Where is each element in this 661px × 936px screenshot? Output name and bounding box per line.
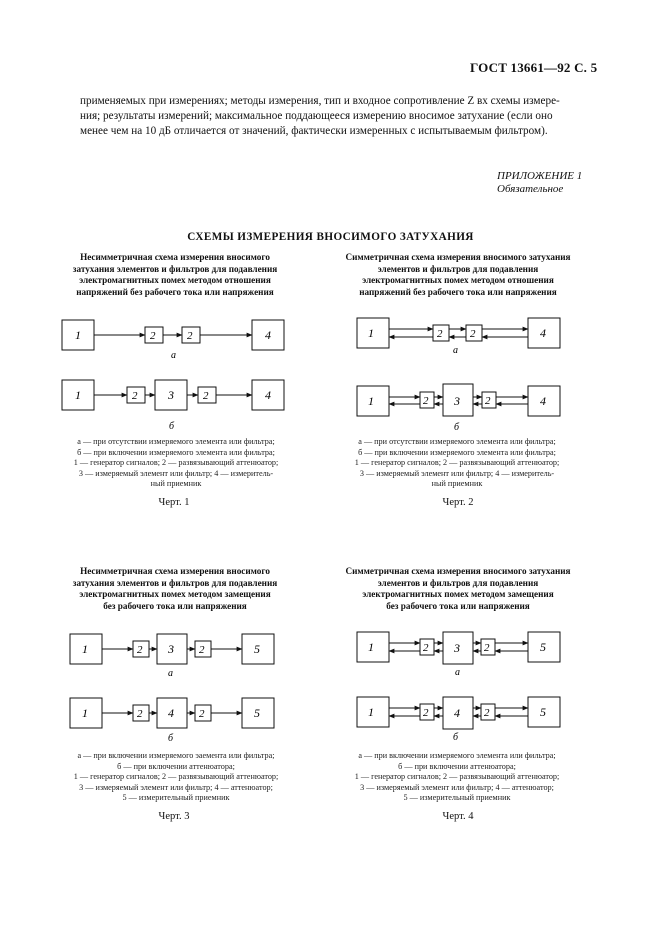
block-label: 2 bbox=[187, 330, 193, 342]
title-line: элементов и фильтров для подавления bbox=[377, 263, 539, 274]
legend-line: 3 — измеряемый элемент или фильтр; 4 — измеритель- bbox=[359, 468, 555, 478]
paragraph-line: применяемых при измерениях; методы измерения, тип и входное сопротивление Z вх схемы измере- bbox=[80, 95, 560, 107]
block-label: 2 bbox=[423, 642, 429, 654]
block-label: 5 bbox=[540, 705, 546, 719]
block-label: 1 bbox=[368, 394, 374, 408]
title-line: электромагнитных помех методом замещения bbox=[79, 589, 271, 599]
paragraph-line: менее чем на 10 дБ отличается от значений, фактически измеренных с испытываемым фильтром). bbox=[80, 125, 548, 137]
block-label: 2 bbox=[437, 328, 443, 340]
block-label: 4 bbox=[540, 394, 546, 408]
title-line: затухания элементов и фильтров для подавления bbox=[72, 577, 278, 588]
block-label: 1 bbox=[82, 706, 88, 720]
diagram-label: а bbox=[455, 667, 460, 678]
legend-line: 3 — измеряемый элемент или фильтр; 4 — измеритель- bbox=[78, 468, 274, 478]
block-label: 1 bbox=[368, 640, 374, 654]
diagram-label: б bbox=[453, 732, 459, 743]
legend-line: ный приемник bbox=[431, 479, 483, 488]
block-label: 4 bbox=[168, 706, 174, 720]
legend-line: 1 — генератор сигналов; 2 — развязывающий аттенюатор; bbox=[354, 772, 560, 781]
chart-2-caption: Черт. 2 bbox=[442, 497, 474, 508]
legend-line: 1 — генератор сигналов; 2 — развязывающий аттенюатор; bbox=[73, 772, 279, 781]
chart-4-caption: Черт. 4 bbox=[442, 811, 474, 822]
block-label: 4 bbox=[265, 328, 271, 342]
appendix-subtitle: Обязательное bbox=[497, 183, 564, 195]
diagram-label: б bbox=[168, 733, 174, 744]
chart-4-legend bbox=[326, 751, 588, 804]
legend-line: б — при включении измеряемого элемента или фильтра; bbox=[77, 447, 275, 457]
legend-line: б — при включении измеряемого элемента или фильтра; bbox=[358, 447, 556, 457]
legend-line: б — при включении аттенюатора; bbox=[398, 761, 516, 771]
block-label: 5 bbox=[254, 706, 260, 720]
block-label: 2 bbox=[137, 644, 143, 656]
legend-line: ный приемник bbox=[150, 479, 202, 488]
title-line: напряжений без рабочего тока или напряжения bbox=[359, 286, 557, 297]
block-label: 2 bbox=[199, 644, 205, 656]
legend-line: 5 — измерительный приемник bbox=[403, 793, 511, 802]
chart-3-legend bbox=[45, 751, 307, 804]
chart-3-caption: Черт. 3 bbox=[158, 811, 190, 822]
block-label: 2 bbox=[150, 330, 156, 342]
title-line: Симметричная схема измерения вносимого затухания bbox=[345, 566, 571, 576]
block-label: 2 bbox=[203, 390, 209, 402]
legend-line: 1 — генератор сигналов; 2 — развязывающий аттенюатор; bbox=[354, 458, 560, 467]
chart-1-caption: Черт. 1 bbox=[158, 497, 190, 508]
legend-line: 3 — измеряемый элемент или фильтр; 4 — аттенюатор; bbox=[79, 782, 273, 792]
legend-line: 3 — измеряемый элемент или фильтр; 4 — аттенюатор; bbox=[360, 782, 554, 792]
legend-line: а — при включении измеряемого элемента или фильтра; bbox=[358, 751, 556, 760]
chart-2-diagram-a bbox=[357, 318, 560, 348]
block-label: 2 bbox=[484, 642, 490, 654]
block-label: 3 bbox=[454, 394, 460, 408]
block-label: 3 bbox=[168, 642, 174, 656]
legend-line: 5 — измерительный приемник bbox=[122, 793, 230, 802]
title-line: Симметричная схема измерения вносимого затухания bbox=[345, 252, 571, 262]
block-label: 3 bbox=[168, 388, 174, 402]
block-label: 4 bbox=[540, 326, 546, 340]
block-label: 1 bbox=[368, 326, 374, 340]
block-label: 2 bbox=[484, 707, 490, 719]
block-label: 2 bbox=[423, 395, 429, 407]
block-label: 2 bbox=[132, 390, 138, 402]
title-line: электромагнитных помех методом отношения bbox=[362, 275, 554, 285]
title-line: без рабочего тока или напряжения bbox=[103, 600, 247, 611]
block-label: 4 bbox=[265, 388, 271, 402]
chart-2-legend bbox=[326, 437, 588, 490]
legend-line: б — при включении аттенюатора; bbox=[117, 761, 235, 771]
page-header: ГОСТ 13661—92 С. 5 bbox=[470, 60, 598, 75]
block-label: 3 bbox=[454, 641, 460, 655]
legend-line: 1 — генератор сигналов; 2 — развязывающий аттенюатор; bbox=[73, 458, 279, 467]
title-line: Несимметричная схема измерения вносимого bbox=[80, 252, 270, 262]
block-label: 5 bbox=[254, 642, 260, 656]
legend-line: а — при включении измеряемого эаемента или фильтра; bbox=[77, 751, 275, 760]
diagram-label: а bbox=[171, 350, 176, 361]
title-line: электромагнитных помех методом замещения bbox=[362, 589, 554, 599]
block-label: 1 bbox=[82, 642, 88, 656]
section-title: СХЕМЫ ИЗМЕРЕНИЯ ВНОСИМОГО ЗАТУХАНИЯ bbox=[187, 231, 474, 243]
title-line: без рабочего тока или напряжения bbox=[386, 600, 530, 611]
title-line: элементов и фильтров для подавления bbox=[377, 577, 539, 588]
diagram-label: а bbox=[168, 668, 173, 679]
chart-1-legend bbox=[45, 437, 307, 490]
block-label: 4 bbox=[454, 706, 460, 720]
block-label: 2 bbox=[470, 328, 476, 340]
paragraph-line: ния; результаты измерений; максимальное поддающееся измерению вносимое затухание (если оно bbox=[80, 110, 553, 122]
block-label: 1 bbox=[75, 328, 81, 342]
chart-1-diagram-a bbox=[62, 320, 284, 350]
diagram-label: а bbox=[453, 345, 458, 356]
diagram-label: б bbox=[169, 421, 175, 432]
legend-line: а — при отсутствии измеряемого элемента или фильтра; bbox=[77, 437, 275, 446]
title-line: Несимметричная схема измерения вносимого bbox=[80, 566, 270, 576]
title-line: затухания элементов и фильтров для подавления bbox=[72, 263, 278, 274]
title-line: напряжений без рабочего тока или напряжения bbox=[76, 286, 274, 297]
block-label: 2 bbox=[137, 708, 143, 720]
appendix-title: ПРИЛОЖЕНИЕ 1 bbox=[497, 170, 583, 182]
title-line: электромагнитных помех методом отношения bbox=[79, 275, 271, 285]
block-label: 2 bbox=[485, 395, 491, 407]
block-label: 2 bbox=[423, 707, 429, 719]
block-label: 2 bbox=[199, 708, 205, 720]
legend-line: а — при отсутствии измеряемого элемента или фильтра; bbox=[358, 437, 556, 446]
block-label: 5 bbox=[540, 640, 546, 654]
diagram-label: б bbox=[454, 422, 460, 433]
block-label: 1 bbox=[368, 705, 374, 719]
block-label: 1 bbox=[75, 388, 81, 402]
